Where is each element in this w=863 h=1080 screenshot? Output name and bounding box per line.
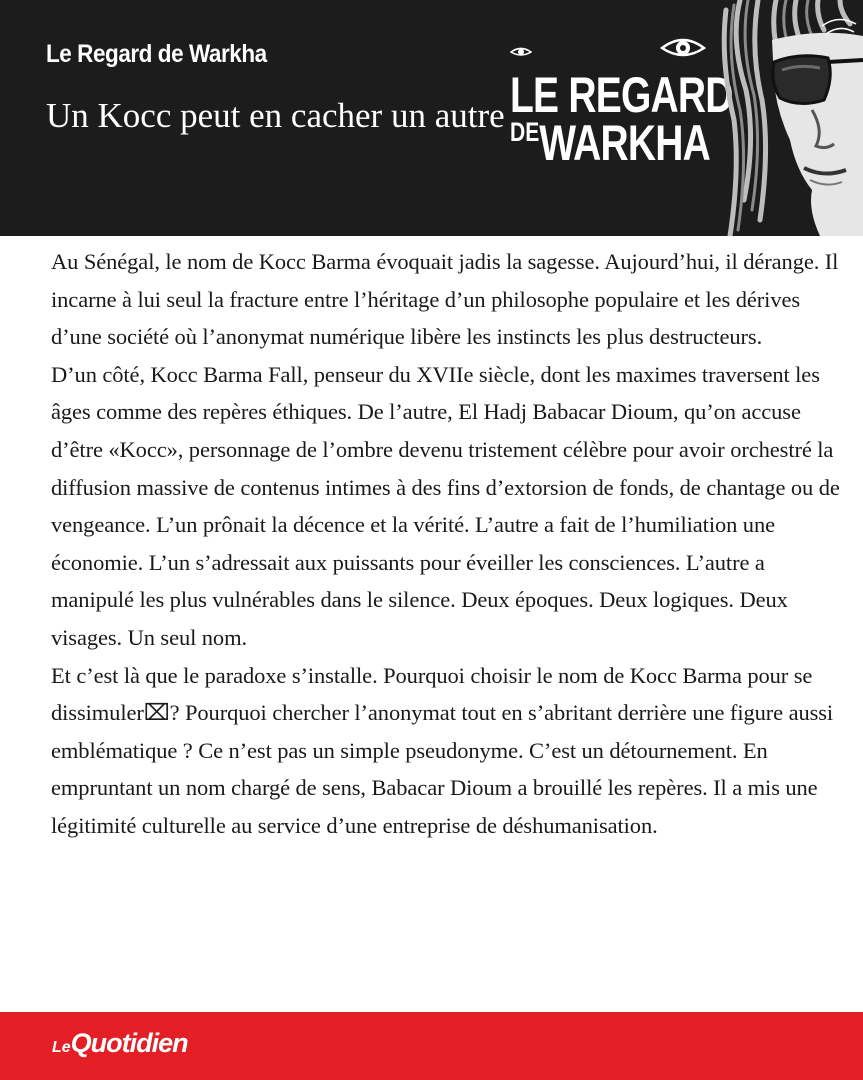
article-paragraph: D’un côté, Kocc Barma Fall, penseur du XVIIe siècle, dont les maximes traversent les âges comme des repères éthiques. De l’autre, El Hadj Babacar Dioum, qu’on accuse d’être «Kocc», personnage de l’ombre devenu tristement célèbre pour avoir orchestré la diffusion massive de contenus intimes à des fins d’extorsion de fonds, de chantage ou de vengeance. L’un prônait la décence et la vérité. L’autre a fait de l’humiliation une économie. L’un s’adressait aux puissants pour éveiller les consciences. L’autre a manipulé les plus vulnérables dans le silence. Deux époques. Deux logiques. Deux visages. Un seul nom. bbox=[51, 361, 840, 650]
le-quotidien-logo bbox=[52, 1028, 188, 1059]
portrait-illustration bbox=[700, 0, 863, 236]
article-headline: Un Kocc peut en cacher un autre bbox=[46, 96, 505, 135]
column-name: Le Regard de Warkha bbox=[46, 40, 267, 68]
regard-de-warkha-logo bbox=[510, 67, 733, 171]
article-body bbox=[51, 243, 841, 845]
footer-banner bbox=[0, 1012, 863, 1080]
logo-line-de-warkha bbox=[510, 114, 711, 171]
header-banner bbox=[0, 0, 863, 236]
logo-de: DE bbox=[510, 116, 540, 147]
logo-line-le-regard: LE REGARD bbox=[510, 67, 733, 123]
brand-prefix: Le bbox=[52, 1039, 71, 1056]
brand-name: Quotidien bbox=[70, 1028, 188, 1058]
small-eye-icon bbox=[510, 44, 532, 60]
article-paragraph: Au Sénégal, le nom de Kocc Barma évoquait jadis la sagesse. Aujourd’hui, il dérange. Il incarne à lui seul la fracture entre l’héritage d’un philosophe populaire et les dérives d’une société où l’anonymat numérique libère les instincts les plus destructeurs. bbox=[51, 249, 839, 350]
logo-warkha: WARKHA bbox=[539, 114, 711, 171]
article-paragraph: Et c’est là que le paradoxe s’installe. Pourquoi choisir le nom de Kocc Barma pour se dissimuler⌧? Pourquoi chercher l’anonymat tout en s’abritant derrière une figure aussi emblématique ? Ce n’est pas un simple pseudonyme. C’est un détournement. En empruntant un nom chargé de sens, Babacar Dioum a brouillé les repères. Il a mis une légitimité culturelle au service d’une entreprise de déshumanisation. bbox=[51, 662, 834, 838]
